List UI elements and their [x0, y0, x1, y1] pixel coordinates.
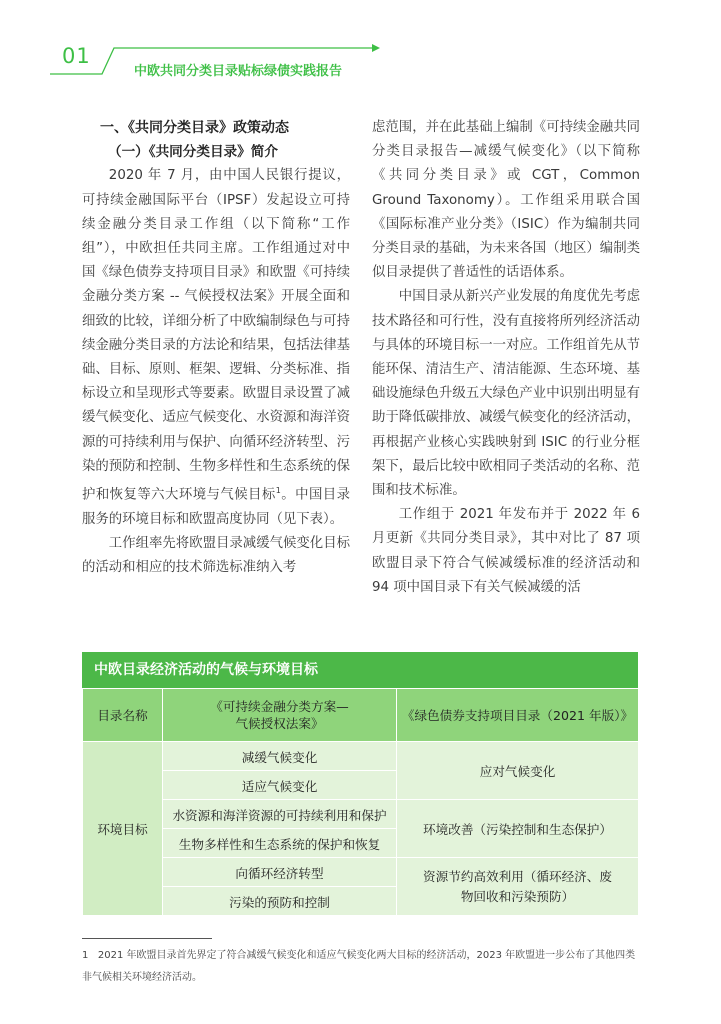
- table-title: 中欧目录经济活动的气候与环境目标: [82, 652, 638, 688]
- row-label-env-goals: 环境目标: [83, 742, 163, 916]
- footnote-number: 1: [82, 950, 89, 961]
- eu-item: 生物多样性和生态系统的保护和恢复: [163, 829, 397, 858]
- body-paragraph: 工作组于 2021 年发布并于 2022 年 6 月更新《共同分类目录》，其中对比了 87 项欧盟目录下符合气候减缓标准的经济活动和 94 项中国目录下有关气候减缓的活: [372, 507, 640, 595]
- body-paragraph: 2020 年 7 月，由中国人民银行提议，可持续金融国际平台（IPSF）发起设立可持续金融分类目录工作组（以下简称“工作组”），中欧担任共同主席。工作组通过对中国《绿色债券支持项目目录》和欧盟《可持续金融分类方案 -- 气候授权法案》开展全面和细致的比较，详细分析了中欧编制绿色与可持续金融分类目录的方法论和结果，包括法律基础、目标、原则、框架、逻辑、分类标准、指标设立和呈现形式等要素。欧盟目录设置了减缓气候变化、适应气候变化、水资源和海洋资源的可持续利用与保护、向循环经济转型、污染的预防和控制、生物多样性和生态系统的保护和恢复等六大环境与气候目标$^1$。中国目录服务的环境目标和欧盟高度协同（见下表）。: [82, 168, 351, 527]
- section-heading: 一、《共同分类目录》政策动态: [100, 120, 289, 136]
- eu-item: 向循环经济转型: [163, 858, 397, 887]
- page-number: 01: [62, 44, 91, 68]
- cn-item: 应对气候变化: [397, 742, 639, 800]
- cn-item: 环境改善（污染控制和生态保护）: [397, 800, 639, 858]
- left-column: [82, 116, 350, 580]
- body-paragraph: 工作组率先将欧盟目录减缓气候变化目标的活动和相应的技术筛选标准纳入考: [82, 535, 350, 576]
- footnote-text: 2021 年欧盟目录首先界定了符合减缓气候变化和适应气候变化两大目标的经济活动，2023 年欧盟进一步公布了其他四类非气候相关环境经济活动。: [82, 950, 636, 983]
- right-column: [372, 116, 640, 600]
- footnote-ref[interactable]: 1: [275, 486, 281, 496]
- footnote-divider: [82, 938, 212, 939]
- header-cn-catalogue: 《绿色债券支持项目目录（2021 年版）》: [397, 689, 639, 742]
- header-catalog-name: 目录名称: [83, 689, 163, 742]
- eu-item: 减缓气候变化: [163, 742, 397, 771]
- body-paragraph-continued: 虑范围，并在此基础上编制《可持续金融共同分类目录报告—减缓气候变化》（以下简称《共同分类目录》或 CGT，Common Ground Taxonomy）。工作组采用联合国《国际标准产业分类》（ISIC）作为编制共同分类目录的基础，为未来各国（地区）编制类似目录提供了普适性的话语体系。: [372, 120, 640, 281]
- eu-item: 水资源和海洋资源的可持续利用和保护: [163, 800, 397, 829]
- eu-item: 适应气候变化: [163, 771, 397, 800]
- header-eu-taxonomy: 《可持续金融分类方案—气候授权法案》: [163, 689, 397, 742]
- body-paragraph: 中国目录从新兴产业发展的角度优先考虑技术路径和可行性，没有直接将所列经济活动与具体的环境目标一一对应。工作组首先从节能环保、清洁生产、清洁能源、生态环境、基础设施绿色升级五大绿色产业中识别出明显有助于降低碳排放、减缓气候变化的经济活动，再根据产业核心实践映射到 ISIC 的行业分框架下，最后比较中欧相同子类活动的名称、范围和技术标准。: [372, 289, 640, 499]
- header-title: 中欧共同分类目录贴标绿债实践报告: [134, 64, 343, 79]
- comparison-table: [82, 652, 638, 916]
- eu-item: 污染的预防和控制: [163, 887, 397, 916]
- footnote: [82, 945, 642, 989]
- section-subheading: （一）《共同分类目录》简介: [108, 144, 278, 161]
- cn-item: 资源节约高效利用（循环经济、废物回收和污染预防）: [397, 858, 639, 916]
